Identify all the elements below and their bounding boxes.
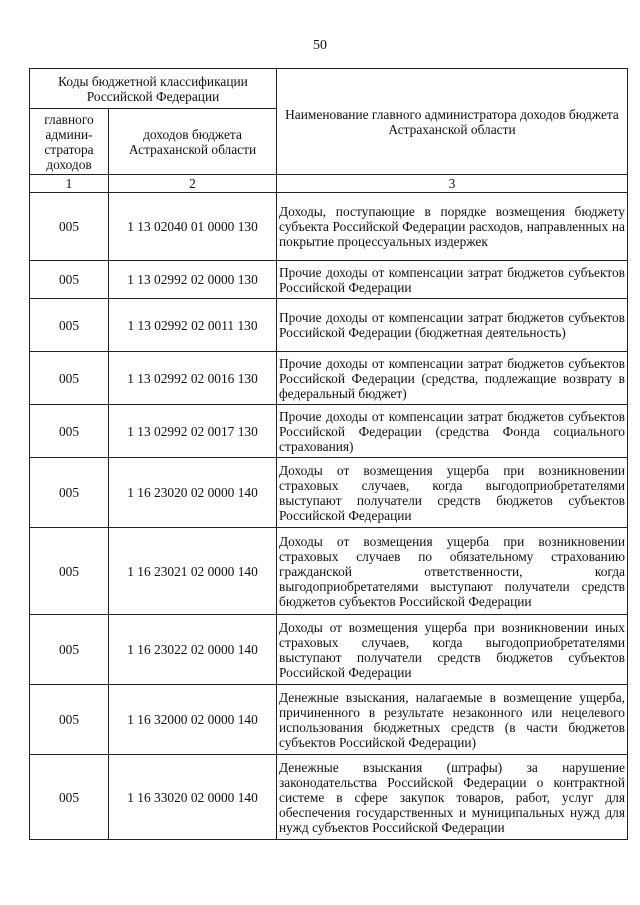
admin-code-cell: 005 [30,352,109,405]
income-name-cell: Прочие доходы от компенсации затрат бюджетов субъектов Российской Федерации (средства Фонда социального страхования) [277,405,628,458]
table-row [30,528,628,615]
admin-code-cell: 005 [30,528,109,615]
income-code-cell: 1 13 02992 02 0000 130 [109,261,277,299]
admin-code-cell: 005 [30,458,109,528]
header-row-top [30,69,628,109]
table-row [30,458,628,528]
admin-code-cell: 005 [30,299,109,352]
admin-code-cell: 005 [30,615,109,685]
income-code-cell: 1 13 02992 02 0011 130 [109,299,277,352]
income-code-cell: 1 16 23022 02 0000 140 [109,615,277,685]
income-name-cell: Доходы, поступающие в порядке возмещения бюджету субъекта Российской Федерации расходов, направленных на покрытие процессуальных издержек [277,193,628,261]
table-row [30,615,628,685]
header-chief-administrator: главного админи-стратора доходов [30,109,109,175]
column-number-row [30,175,628,193]
income-code-cell: 1 16 32000 02 0000 140 [109,685,277,755]
income-name-cell: Прочие доходы от компенсации затрат бюджетов субъектов Российской Федерации (бюджетная деятельность) [277,299,628,352]
table-row [30,193,628,261]
table-row [30,261,628,299]
admin-code-cell: 005 [30,261,109,299]
column-number: 3 [277,175,628,193]
income-code-cell: 1 16 23020 02 0000 140 [109,458,277,528]
income-name-cell: Денежные взыскания, налагаемые в возмещение ущерба, причиненного в результате незаконного или нецелевого использования бюджетных средств (в части бюджетов субъектов Российской Федерации) [277,685,628,755]
budget-codes-table [29,68,628,840]
table-row [30,299,628,352]
income-code-cell: 1 16 23021 02 0000 140 [109,528,277,615]
income-code-cell: 1 13 02992 02 0016 130 [109,352,277,405]
table-row [30,685,628,755]
admin-code-cell: 005 [30,755,109,840]
admin-code-cell: 005 [30,193,109,261]
income-code-cell: 1 13 02040 01 0000 130 [109,193,277,261]
column-number: 1 [30,175,109,193]
table-row [30,405,628,458]
admin-code-cell: 005 [30,405,109,458]
admin-code-cell: 005 [30,685,109,755]
income-name-cell: Доходы от возмещения ущерба при возникновении страховых случаев по обязательному страхованию гражданской ответственности, когда выгодоприобретателями выступают получатели средств бюджетов субъектов Российской Федерации [277,528,628,615]
table-row [30,352,628,405]
income-code-cell: 1 16 33020 02 0000 140 [109,755,277,840]
income-name-cell: Денежные взыскания (штрафы) за нарушение законодательства Российской Федерации о контрактной системе в сфере закупок товаров, работ, услуг для обеспечения государственных и муниципальных нужд для нужд субъектов Российской Федерации [277,755,628,840]
income-name-cell: Доходы от возмещения ущерба при возникновении страховых случаев, когда выгодоприобретателями выступают получатели средств бюджетов субъектов Российской Федерации [277,458,628,528]
header-classification-codes: Коды бюджетной классификации Российской Федерации [30,69,277,109]
income-name-cell: Прочие доходы от компенсации затрат бюджетов субъектов Российской Федерации [277,261,628,299]
header-administrator-name: Наименование главного администратора доходов бюджета Астраханской области [277,69,628,175]
column-number: 2 [109,175,277,193]
header-budget-income: доходов бюджета Астраханской области [109,109,277,175]
income-name-cell: Прочие доходы от компенсации затрат бюджетов субъектов Российской Федерации (средства, подлежащие возврату в федеральный бюджет) [277,352,628,405]
income-code-cell: 1 13 02992 02 0017 130 [109,405,277,458]
table-row [30,755,628,840]
page-number: 50 [313,38,327,53]
income-name-cell: Доходы от возмещения ущерба при возникновении иных страховых случаев, когда выгодоприобретателями выступают получатели средств бюджетов субъектов Российской Федерации [277,615,628,685]
